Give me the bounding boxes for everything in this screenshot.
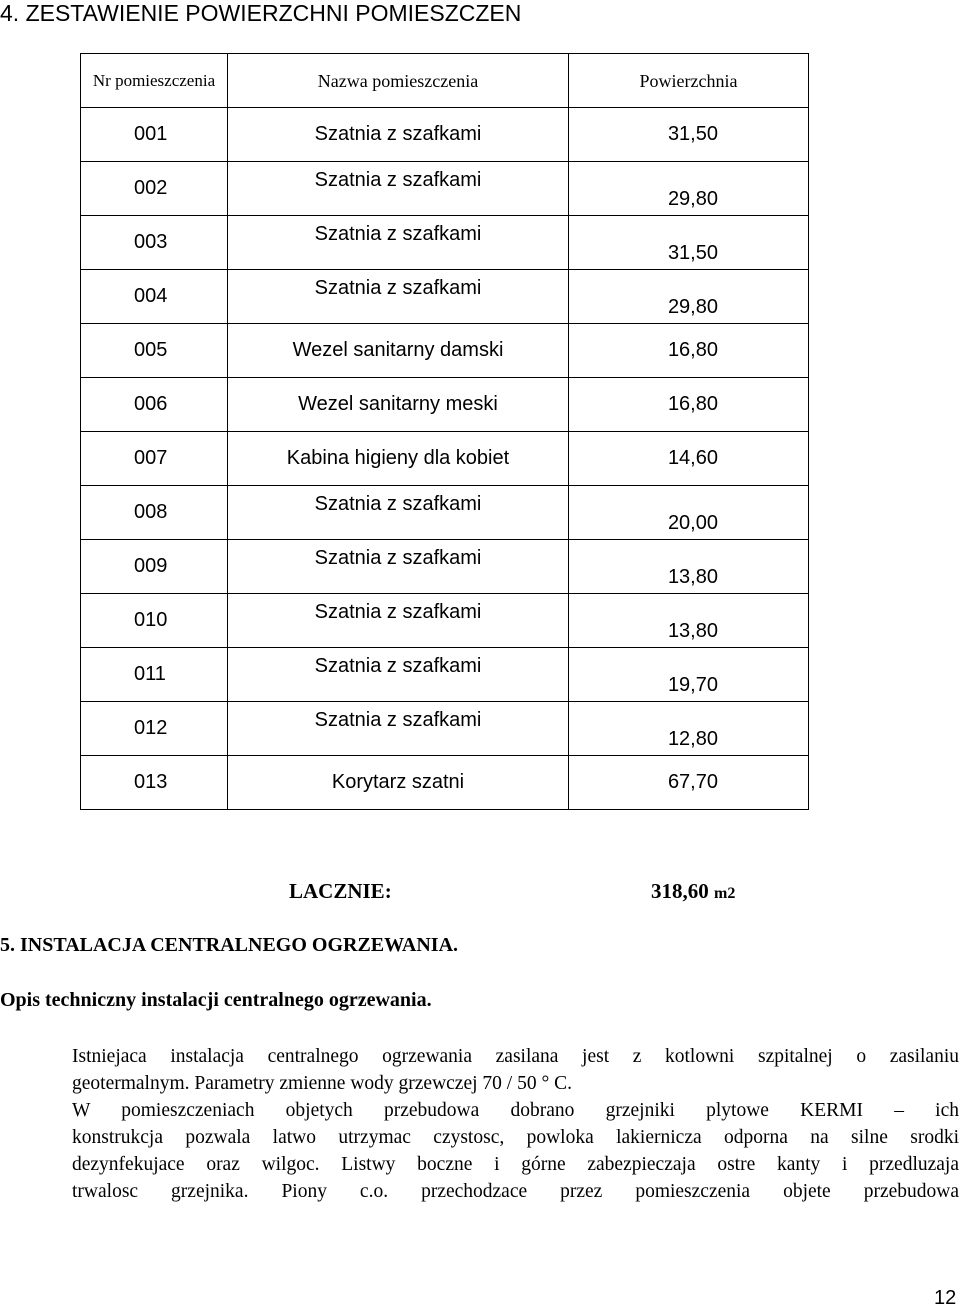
room-name-cell: Szatnia z szafkami — [228, 216, 569, 270]
room-number-cell: 004 — [81, 270, 228, 324]
table-row — [81, 756, 809, 810]
paragraph-line: Istniejaca instalacja centralnego ogrzewania zasilana jest z kotlowni szpitalnej o zasilaniu — [72, 1046, 959, 1067]
paragraph-line: konstrukcja pozwala latwo utrzymac czystosc, powloka lakiernicza odporna na silne srodki — [72, 1127, 959, 1148]
room-name-cell: Korytarz szatni — [228, 756, 569, 810]
paragraph-line: geotermalnym. Parametry zmienne wody grzewczej 70 / 50 ° C. — [72, 1073, 573, 1094]
subsection-heading: Opis techniczny instalacji centralnego ogrzewania. — [0, 989, 432, 1011]
paragraph-radiators — [72, 1097, 959, 1205]
room-name-cell: Szatnia z szafkami — [228, 486, 569, 540]
section-title: 4. ZESTAWIENIE POWIERZCHNI POMIESZCZEN — [0, 0, 522, 26]
room-area-cell: 12,80 — [569, 702, 809, 756]
room-name-cell: Szatnia z szafkami — [228, 702, 569, 756]
room-area-cell: 13,80 — [569, 540, 809, 594]
room-name-cell: Wezel sanitarny meski — [228, 378, 569, 432]
room-area-cell: 16,80 — [569, 324, 809, 378]
total-number: 318,60 — [651, 879, 709, 903]
header-room-number: Nr pomieszczenia — [81, 54, 228, 108]
table-row — [81, 324, 809, 378]
room-area-cell: 16,80 — [569, 378, 809, 432]
room-area-cell: 13,80 — [569, 594, 809, 648]
room-number-cell: 002 — [81, 162, 228, 216]
total-label: LACZNIE: — [289, 879, 392, 903]
room-number-cell: 007 — [81, 432, 228, 486]
room-name-cell: Szatnia z szafkami — [228, 648, 569, 702]
room-name-cell: Szatnia z szafkami — [228, 540, 569, 594]
table-body — [81, 108, 809, 810]
room-number-cell: 009 — [81, 540, 228, 594]
room-area-cell: 29,80 — [569, 270, 809, 324]
room-area-cell: 31,50 — [569, 216, 809, 270]
table-row — [81, 540, 809, 594]
room-number-cell: 001 — [81, 108, 228, 162]
room-number-cell: 012 — [81, 702, 228, 756]
section-heading: 5. INSTALACJA CENTRALNEGO OGRZEWANIA. — [0, 934, 459, 956]
table-row — [81, 702, 809, 756]
room-name-cell: Szatnia z szafkami — [228, 108, 569, 162]
total-value — [651, 879, 735, 904]
room-number-cell: 011 — [81, 648, 228, 702]
page-number: 12 — [934, 1287, 957, 1309]
table-header-row — [81, 54, 809, 108]
room-area-cell: 20,00 — [569, 486, 809, 540]
total-unit: m2 — [714, 885, 736, 902]
room-number-cell: 005 — [81, 324, 228, 378]
header-area: Powierzchnia — [569, 54, 809, 108]
room-number-cell: 008 — [81, 486, 228, 540]
table-row — [81, 648, 809, 702]
table-row — [81, 486, 809, 540]
room-number-cell: 003 — [81, 216, 228, 270]
table-row — [81, 108, 809, 162]
table-row — [81, 162, 809, 216]
room-area-cell: 31,50 — [569, 108, 809, 162]
paragraph-heating-source — [72, 1043, 959, 1097]
header-room-name: Nazwa pomieszczenia — [228, 54, 569, 108]
room-number-cell: 006 — [81, 378, 228, 432]
room-number-cell: 010 — [81, 594, 228, 648]
room-number-cell: 013 — [81, 756, 228, 810]
paragraph-line: trwalosc grzejnika. Piony c.o. przechodzace przez pomieszczenia objete przebudowa — [72, 1181, 959, 1202]
paragraph-line: dezynfekujace oraz wilgoc. Listwy boczne i górne zabezpieczaja ostre kanty i przedluzaja — [72, 1154, 959, 1175]
table-row — [81, 270, 809, 324]
paragraph-line: W pomieszczeniach objetych przebudowa dobrano grzejniki plytowe KERMI – ich — [72, 1100, 959, 1121]
room-name-cell: Szatnia z szafkami — [228, 270, 569, 324]
table-row — [81, 432, 809, 486]
table-row — [81, 378, 809, 432]
room-name-cell: Szatnia z szafkami — [228, 162, 569, 216]
room-area-table — [80, 53, 809, 810]
room-name-cell: Szatnia z szafkami — [228, 594, 569, 648]
room-name-cell: Kabina higieny dla kobiet — [228, 432, 569, 486]
room-name-cell: Wezel sanitarny damski — [228, 324, 569, 378]
room-area-cell: 29,80 — [569, 162, 809, 216]
table-row — [81, 216, 809, 270]
room-area-cell: 67,70 — [569, 756, 809, 810]
room-area-cell: 14,60 — [569, 432, 809, 486]
room-area-cell: 19,70 — [569, 648, 809, 702]
table-row — [81, 594, 809, 648]
